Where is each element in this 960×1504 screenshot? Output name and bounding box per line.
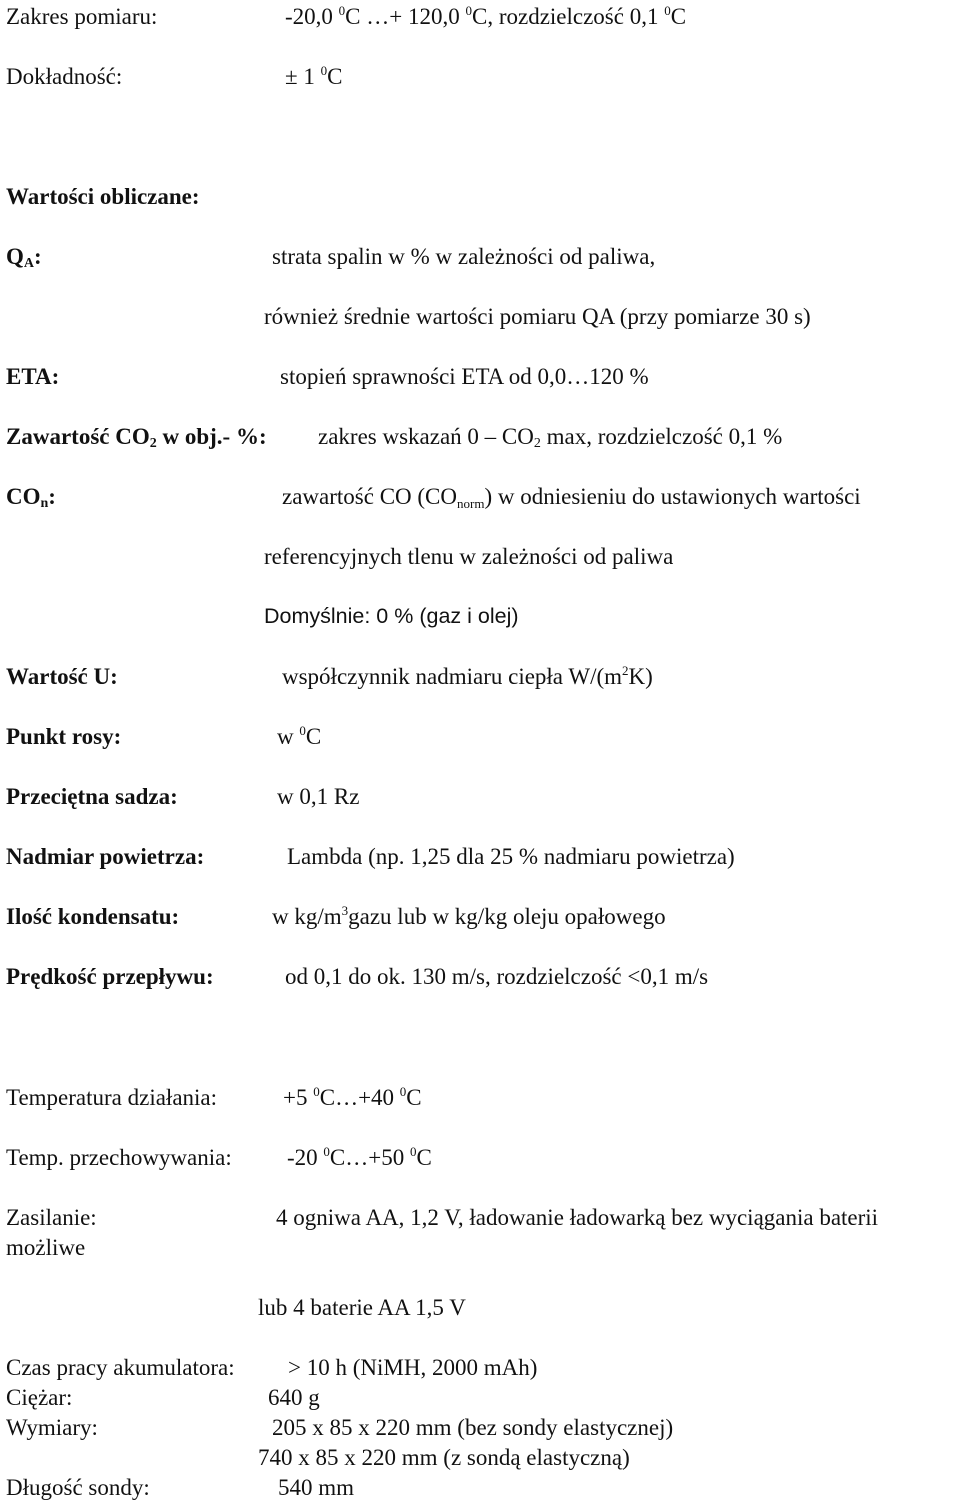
air-value: Lambda (np. 1,25 dla 25 % nadmiaru powietrza) (287, 844, 735, 869)
range-value: -20,0 $^0$C …+ 120,0 $^0$C, rozdzielczość 0,1 $^0$C (285, 3, 687, 29)
weight-value: 640 g (268, 1385, 320, 1410)
flow-label: Prędkość przepływu: (6, 964, 214, 989)
air-label: Nadmiar powietrza: (6, 844, 205, 869)
co2-label: Zawartość $CO_2$ w obj.- %: (6, 424, 267, 451)
u-value: współczynnik nadmiaru ciepła $W/(m^2K)$ (282, 663, 653, 689)
con-label: $CO_n$: (6, 484, 56, 511)
battery-life-value: > 10 h (NiMH, 2000 mAh) (288, 1355, 538, 1380)
dew-value: w $^0$C (277, 723, 322, 749)
storage-temp-value: -20 $^0$C…+50 $^0$C (287, 1144, 432, 1170)
storage-temp-label: Temp. przechowywania: (6, 1145, 232, 1170)
range-label: Zakres pomiaru: (6, 4, 158, 29)
eta-label: ETA: (6, 364, 60, 389)
condensate-label: Ilość kondensatu: (6, 904, 180, 929)
con-line-2: referencyjnych tlenu w zależności od paliwa (264, 544, 674, 569)
accuracy-value: ± 1 $^0$C (285, 63, 343, 89)
dimensions-label: Wymiary: (6, 1415, 98, 1440)
qa-line-2: również średnie wartości pomiaru QA (przy pomiarze 30 s) (264, 304, 811, 329)
power-value: 4 ogniwa AA, 1,2 V, ładowanie ładowarką bez wyciągania baterii (276, 1205, 879, 1230)
con-default: Domyślnie: 0 % (gaz i olej) (264, 604, 519, 628)
probe-length-value: 540 mm (278, 1475, 355, 1500)
probe-length-label: Długość sondy: (6, 1475, 150, 1500)
power-label-continued: możliwe (6, 1235, 86, 1260)
u-label: Wartość U: (6, 664, 118, 689)
op-temp-value: +5 $^0$C…+40 $^0$C (283, 1084, 422, 1110)
qa-label: $Q_A$: (6, 244, 42, 271)
battery-life-label: Czas pracy akumulatora: (6, 1355, 235, 1380)
op-temp-label: Temperatura działania: (6, 1085, 218, 1110)
eta-value: stopień sprawności ETA od 0,0…120 % (280, 364, 649, 389)
qa-line-1: strata spalin w % w zależności od paliwa, (272, 244, 656, 269)
dew-label: Punkt rosy: (6, 724, 122, 749)
calculated-heading: Wartości obliczane: (6, 184, 200, 209)
power-label: Zasilanie: (6, 1205, 97, 1230)
co2-value: zakres wskazań $0 - CO_2$ max, rozdzielczość 0,1 % (318, 424, 783, 451)
dimensions-value-1: 205 x 85 x 220 mm (bez sondy elastycznej) (272, 1415, 674, 1440)
accuracy-label: Dokładność: (6, 64, 123, 89)
power-alternative: lub 4 baterie AA 1,5 V (258, 1295, 466, 1320)
weight-label: Ciężar: (6, 1385, 73, 1410)
soot-value: w 0,1 Rz (277, 784, 360, 809)
con-line-1: zawartość CO $(CO_{norm})$ w odniesieniu do ustawionych wartości (282, 484, 861, 511)
soot-label: Przeciętna sadza: (6, 784, 178, 809)
condensate-value: w $kg/m^3gazu$ lub w kg/kg oleju opałowego (272, 903, 666, 929)
dimensions-value-2: 740 x 85 x 220 mm (z sondą elastyczną) (258, 1445, 630, 1470)
flow-value: od 0,1 do ok. 130 m/s, rozdzielczość <0,1 m/s (285, 964, 709, 989)
